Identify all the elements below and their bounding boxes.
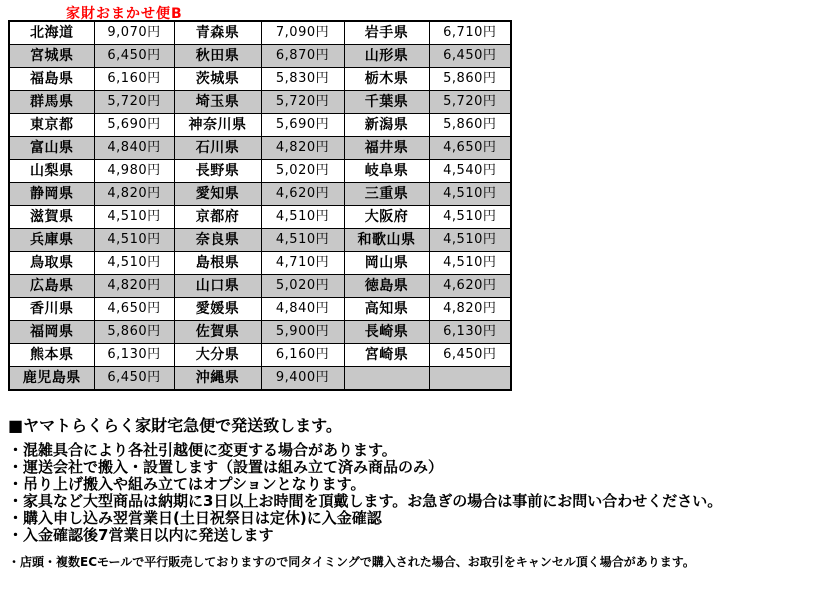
price-cell: 5,860円 xyxy=(94,321,174,344)
prefecture-cell: 群馬県 xyxy=(9,91,94,114)
table-row xyxy=(9,160,511,183)
table-row xyxy=(9,21,511,45)
price-cell: 4,510円 xyxy=(94,206,174,229)
prefecture-cell: 岡山県 xyxy=(344,252,429,275)
prefecture-cell: 徳島県 xyxy=(344,275,429,298)
price-cell: 6,870円 xyxy=(261,45,344,68)
table-row xyxy=(9,298,511,321)
prefecture-cell: 埼玉県 xyxy=(174,91,261,114)
prefecture-cell: 岐阜県 xyxy=(344,160,429,183)
prefecture-cell: 愛知県 xyxy=(174,183,261,206)
price-cell: 6,160円 xyxy=(261,344,344,367)
prefecture-cell: 青森県 xyxy=(174,21,261,45)
note-bullet: ・購入申し込み翌営業日(土日祝祭日は定休)に入金確認 xyxy=(8,509,382,527)
price-cell: 4,510円 xyxy=(429,229,511,252)
price-cell: 6,130円 xyxy=(94,344,174,367)
price-cell: 6,450円 xyxy=(429,45,511,68)
prefecture-cell: 福岡県 xyxy=(9,321,94,344)
price-cell: 4,820円 xyxy=(94,275,174,298)
table-row xyxy=(9,68,511,91)
prefecture-cell: 島根県 xyxy=(174,252,261,275)
price-cell: 5,860円 xyxy=(429,114,511,137)
price-cell: 4,510円 xyxy=(429,252,511,275)
price-cell: 4,510円 xyxy=(261,206,344,229)
prefecture-cell: 和歌山県 xyxy=(344,229,429,252)
note-bullet: ・混雑具合により各社引越便に変更する場合があります。 xyxy=(8,441,397,459)
prefecture-cell: 高知県 xyxy=(344,298,429,321)
price-cell: 5,900円 xyxy=(261,321,344,344)
prefecture-cell: 岩手県 xyxy=(344,21,429,45)
notes-footnote: ・店頭・複数ECモールで平行販売しておりますので同タイミングで購入された場合、お取引をキャンセル頂く場合があります。 xyxy=(8,555,695,569)
table-row xyxy=(9,183,511,206)
prefecture-cell: 千葉県 xyxy=(344,91,429,114)
table-row xyxy=(9,275,511,298)
price-cell: 4,510円 xyxy=(429,183,511,206)
note-bullet: ・吊り上げ搬入や組み立てはオプションとなります。 xyxy=(8,475,366,493)
price-cell: 9,400円 xyxy=(261,367,344,391)
table-row xyxy=(9,321,511,344)
table-row xyxy=(9,229,511,252)
prefecture-cell: 愛媛県 xyxy=(174,298,261,321)
prefecture-cell: 富山県 xyxy=(9,137,94,160)
table-row xyxy=(9,45,511,68)
price-cell: 4,510円 xyxy=(94,252,174,275)
prefecture-cell: 香川県 xyxy=(9,298,94,321)
price-cell: 5,720円 xyxy=(94,91,174,114)
price-cell: 4,510円 xyxy=(261,229,344,252)
price-cell: 5,720円 xyxy=(429,91,511,114)
price-cell: 5,860円 xyxy=(429,68,511,91)
price-cell: 4,710円 xyxy=(261,252,344,275)
prefecture-cell: 新潟県 xyxy=(344,114,429,137)
prefecture-cell: 鹿児島県 xyxy=(9,367,94,391)
prefecture-cell: 佐賀県 xyxy=(174,321,261,344)
note-bullet: ・入金確認後7営業日以内に発送します xyxy=(8,526,274,544)
prefecture-cell: 福井県 xyxy=(344,137,429,160)
prefecture-cell: 滋賀県 xyxy=(9,206,94,229)
price-cell: 4,840円 xyxy=(261,298,344,321)
price-cell: 4,820円 xyxy=(429,298,511,321)
table-row xyxy=(9,114,511,137)
table-row xyxy=(9,252,511,275)
notes-heading: ■ヤマトらくらく家財宅急便で発送致します。 xyxy=(8,416,342,435)
prefecture-cell: 熊本県 xyxy=(9,344,94,367)
price-cell: 6,450円 xyxy=(429,344,511,367)
price-cell: 5,020円 xyxy=(261,160,344,183)
page-title: 家財おまかせ便B xyxy=(66,6,183,22)
table-row xyxy=(9,344,511,367)
prefecture-cell: 長崎県 xyxy=(344,321,429,344)
note-bullet: ・運送会社で搬入・設置します（設置は組み立て済み商品のみ） xyxy=(8,458,444,476)
prefecture-cell: 東京都 xyxy=(9,114,94,137)
prefecture-cell: 兵庫県 xyxy=(9,229,94,252)
price-cell: 4,650円 xyxy=(429,137,511,160)
price-cell: 5,020円 xyxy=(261,275,344,298)
notes-bullet-list xyxy=(8,442,818,544)
prefecture-cell: 大阪府 xyxy=(344,206,429,229)
price-cell: 9,070円 xyxy=(94,21,174,45)
price-cell: 5,690円 xyxy=(261,114,344,137)
prefecture-cell: 秋田県 xyxy=(174,45,261,68)
prefecture-cell: 石川県 xyxy=(174,137,261,160)
prefecture-cell: 鳥取県 xyxy=(9,252,94,275)
prefecture-cell: 広島県 xyxy=(9,275,94,298)
prefecture-cell: 山口県 xyxy=(174,275,261,298)
price-cell: 4,820円 xyxy=(94,183,174,206)
prefecture-cell: 三重県 xyxy=(344,183,429,206)
price-cell: 5,720円 xyxy=(261,91,344,114)
price-cell: 6,710円 xyxy=(429,21,511,45)
prefecture-cell: 山形県 xyxy=(344,45,429,68)
price-cell: 4,540円 xyxy=(429,160,511,183)
price-cell: 6,160円 xyxy=(94,68,174,91)
shipping-notes xyxy=(8,416,818,569)
price-cell: 4,510円 xyxy=(94,229,174,252)
prefecture-cell: 北海道 xyxy=(9,21,94,45)
table-row xyxy=(9,206,511,229)
prefecture-cell: 京都府 xyxy=(174,206,261,229)
prefecture-cell: 福島県 xyxy=(9,68,94,91)
shipping-price-table xyxy=(8,20,512,391)
price-cell: 4,510円 xyxy=(429,206,511,229)
prefecture-cell: 大分県 xyxy=(174,344,261,367)
price-cell: 4,820円 xyxy=(261,137,344,160)
prefecture-cell xyxy=(344,367,429,391)
price-cell: 6,450円 xyxy=(94,45,174,68)
price-cell: 6,130円 xyxy=(429,321,511,344)
prefecture-cell: 長野県 xyxy=(174,160,261,183)
price-cell: 6,450円 xyxy=(94,367,174,391)
price-cell: 5,690円 xyxy=(94,114,174,137)
table-row xyxy=(9,137,511,160)
price-cell: 7,090円 xyxy=(261,21,344,45)
prefecture-cell: 神奈川県 xyxy=(174,114,261,137)
prefecture-cell: 宮城県 xyxy=(9,45,94,68)
prefecture-cell: 栃木県 xyxy=(344,68,429,91)
prefecture-cell: 静岡県 xyxy=(9,183,94,206)
price-cell: 4,620円 xyxy=(261,183,344,206)
price-cell: 4,650円 xyxy=(94,298,174,321)
table-row xyxy=(9,367,511,391)
table-row xyxy=(9,91,511,114)
price-cell: 5,830円 xyxy=(261,68,344,91)
prefecture-cell: 山梨県 xyxy=(9,160,94,183)
note-bullet: ・家具など大型商品は納期に3日以上お時間を頂戴します。お急ぎの場合は事前にお問い合わせください。 xyxy=(8,492,723,510)
prefecture-cell: 沖縄県 xyxy=(174,367,261,391)
price-cell: 4,620円 xyxy=(429,275,511,298)
prefecture-cell: 奈良県 xyxy=(174,229,261,252)
price-cell: 4,980円 xyxy=(94,160,174,183)
prefecture-cell: 茨城県 xyxy=(174,68,261,91)
prefecture-cell: 宮崎県 xyxy=(344,344,429,367)
price-cell: 4,840円 xyxy=(94,137,174,160)
price-cell xyxy=(429,367,511,391)
